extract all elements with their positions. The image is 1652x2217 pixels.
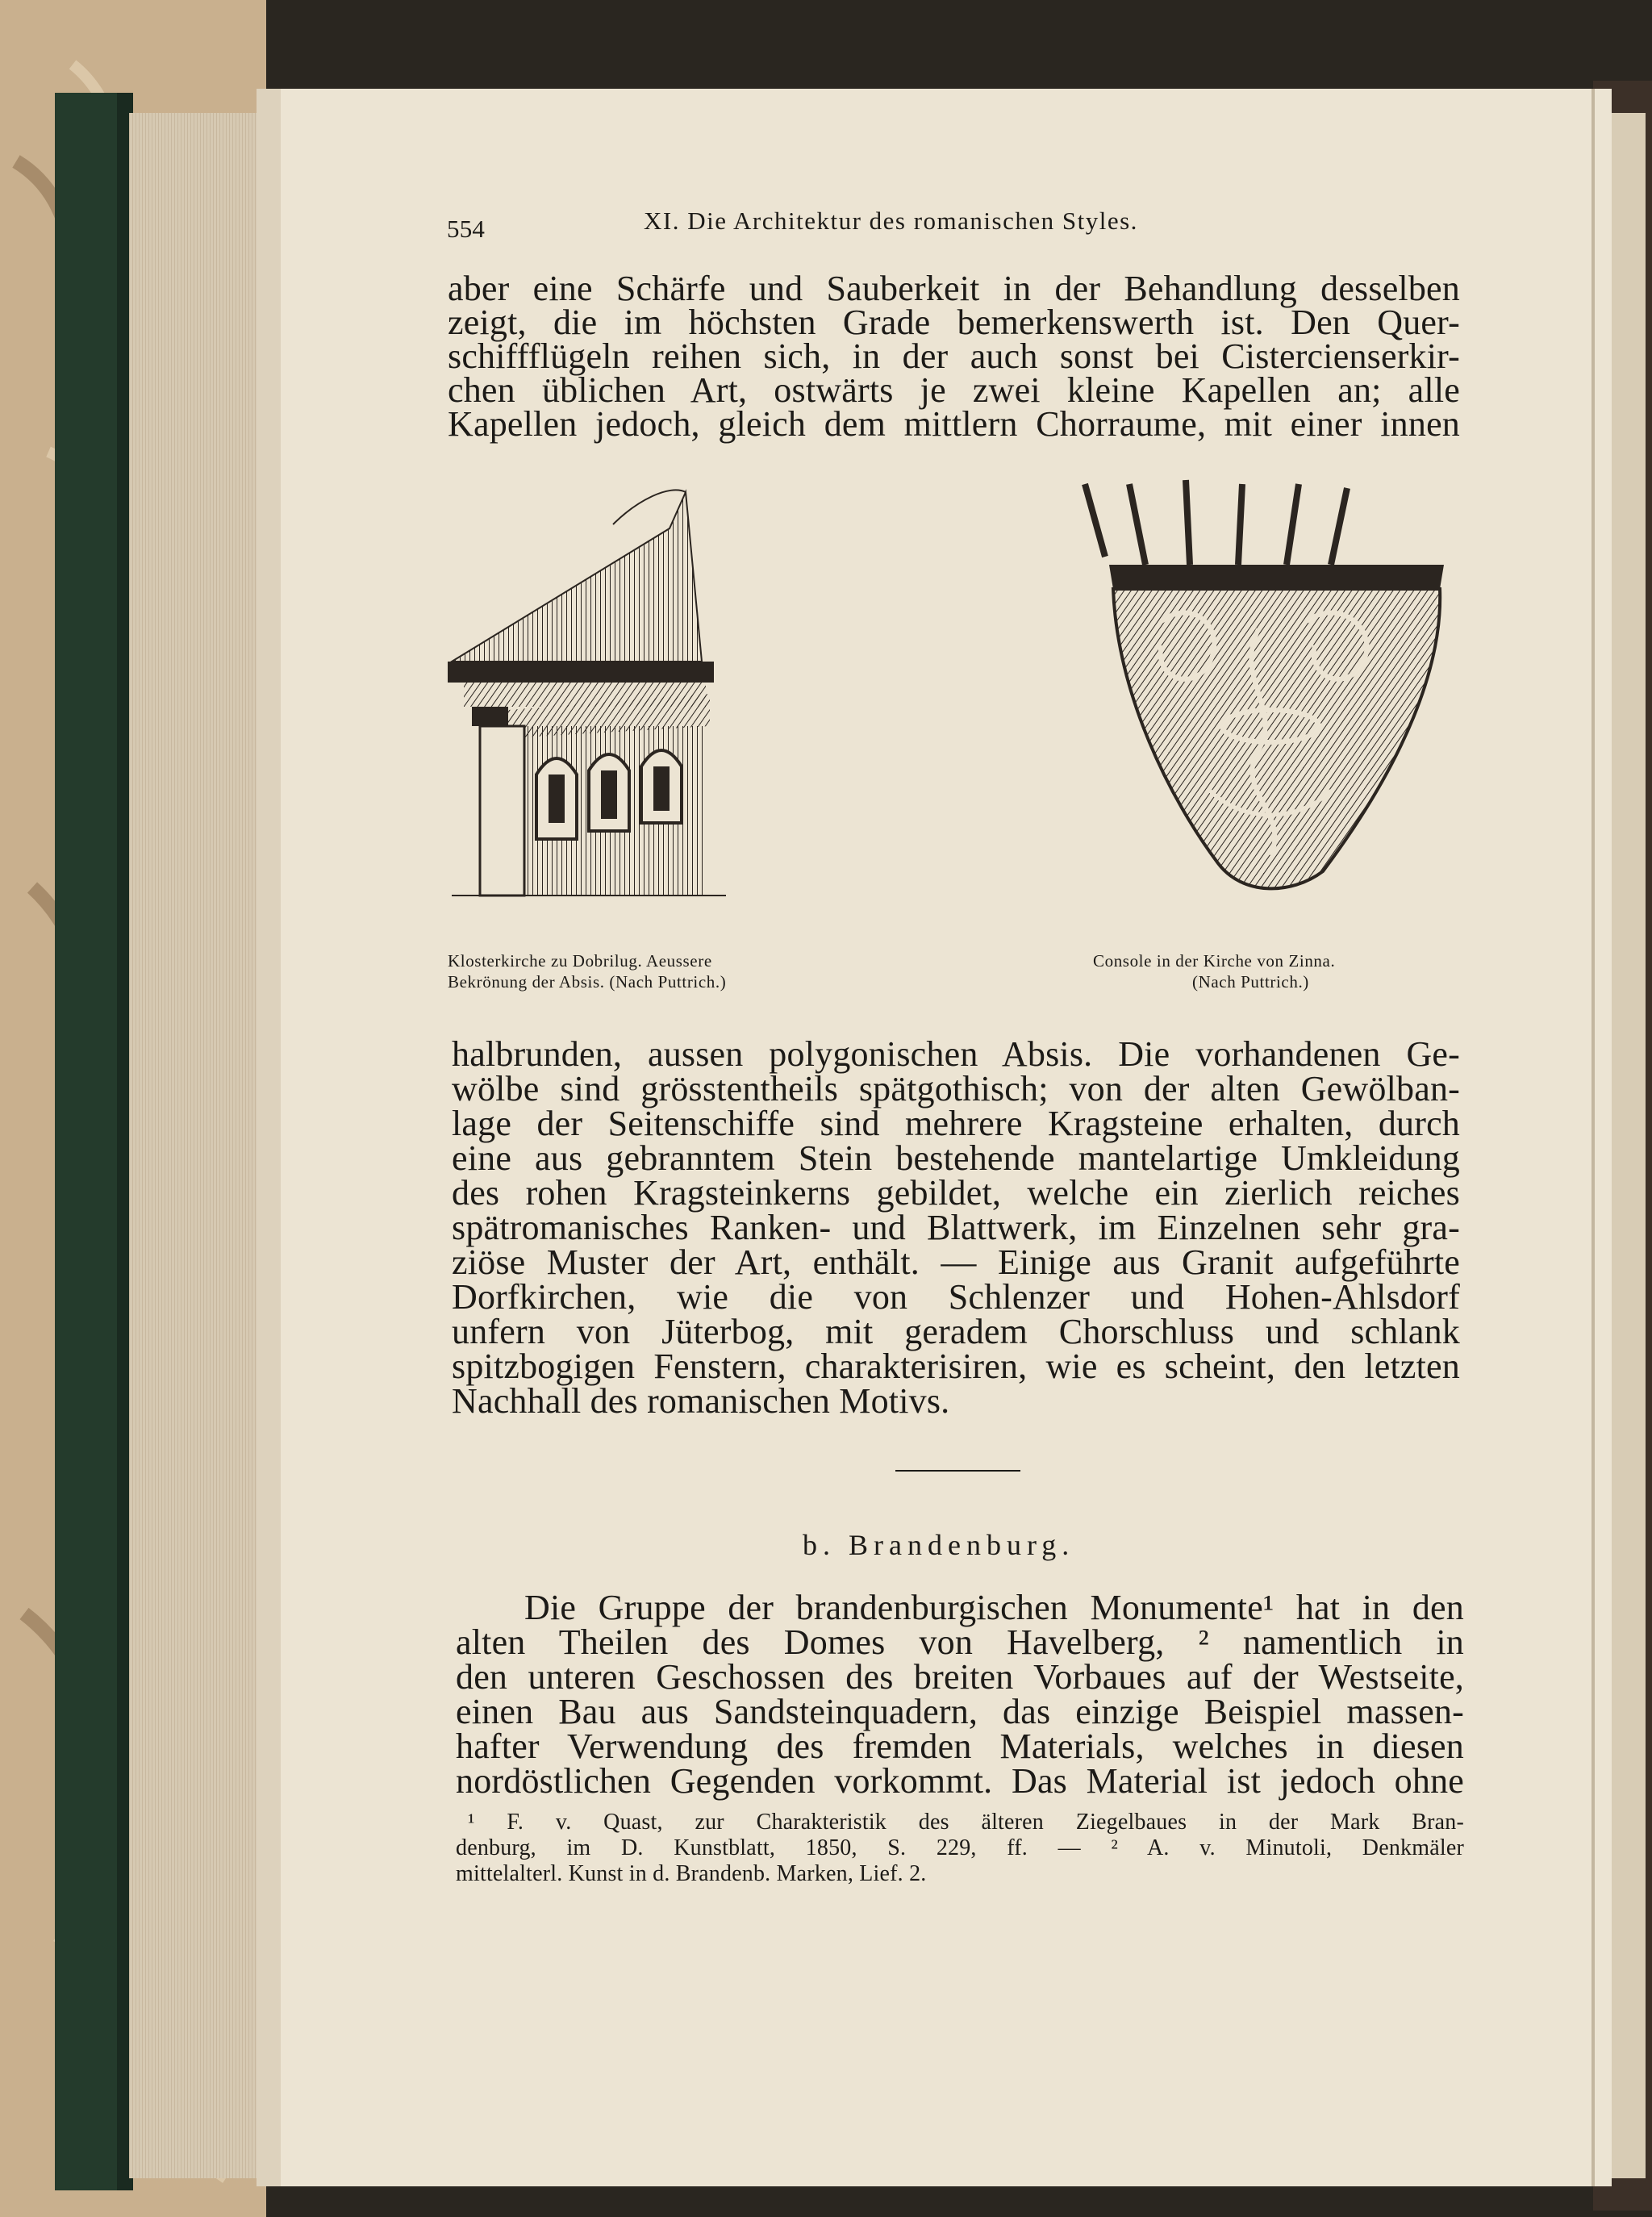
- text-line: ziöse Muster der Art, enthält. — Einige aus Granit aufgeführte: [452, 1242, 1460, 1282]
- text-line: den unteren Geschossen des breiten Vorbaues auf der Westseite,: [456, 1657, 1464, 1697]
- section-rule: [895, 1470, 1020, 1472]
- figure-left-caption-line: Bekrönung der Absis. (Nach Puttrich.): [448, 972, 727, 992]
- text-line: Dorfkirchen, wie die von Schlenzer und Hohen-Ahlsdorf: [452, 1277, 1460, 1317]
- text-line: alten Theilen des Domes von Havelberg, ² namentlich in: [456, 1622, 1464, 1662]
- footnote-line: mittelalterl. Kunst in d. Brandenb. Marken, Lief. 2.: [456, 1861, 927, 1886]
- text-line: schiffflügeln reihen sich, in der auch sonst bei Cistercienserkir-: [448, 336, 1460, 376]
- figure-right-caption-line: (Nach Puttrich.): [1192, 972, 1309, 992]
- text-line: Kapellen jedoch, gleich dem mittlern Chorraume, mit einer innen: [448, 404, 1460, 444]
- text-line: halbrunden, aussen polygonischen Absis. Die vorhandenen Ge-: [452, 1034, 1460, 1074]
- figure-left-caption-line: Klosterkirche zu Dobrilug. Aeussere: [448, 951, 712, 971]
- text-line: chen üblichen Art, ostwärts je zwei kleine Kapellen an; alle: [448, 370, 1460, 410]
- text-line: zeigt, die im höchsten Grade bemerkenswerth ist. Den Quer-: [448, 303, 1460, 342]
- text-line: aber eine Schärfe und Sauberkeit in der Behandlung desselben: [448, 269, 1460, 308]
- text-line: Nachhall des romanischen Motivs.: [452, 1381, 950, 1421]
- section-heading: b. Brandenburg.: [803, 1529, 1075, 1561]
- footnote-line: ¹ F. v. Quast, zur Charakteristik des älteren Ziegelbaues in der Mark Bran-: [468, 1810, 1464, 1835]
- text-line: nordöstlichen Gegenden vorkommt. Das Material ist jedoch ohne: [456, 1761, 1464, 1801]
- text-line: Die Gruppe der brandenburgischen Monumente¹ hat in den: [524, 1588, 1464, 1627]
- text-line: unfern von Jüterbog, mit geradem Chorschluss und schlank: [452, 1312, 1460, 1351]
- footnote-line: denburg, im D. Kunstblatt, 1850, S. 229, ff. — ² A. v. Minutoli, Denkmäler: [456, 1835, 1464, 1860]
- text-line: lage der Seitenschiffe sind mehrere Kragsteine erhalten, durch: [452, 1104, 1460, 1143]
- text-line: hafter Verwendung des fremden Materials, welches in diesen: [456, 1726, 1464, 1766]
- text-line: spitzbogigen Fenstern, charakterisiren, wie es scheint, den letzten: [452, 1346, 1460, 1386]
- page-number: 554: [447, 215, 486, 243]
- figure-right-caption-line: Console in der Kirche von Zinna.: [1093, 951, 1336, 971]
- text-line: einen Bau aus Sandsteinquadern, das einzige Beispiel massen-: [456, 1692, 1464, 1731]
- text-line: wölbe sind grösstentheils spätgothisch; von der alten Gewölban-: [452, 1069, 1460, 1108]
- text-line: spätromanisches Ranken- und Blattwerk, im Einzelnen sehr gra-: [452, 1208, 1460, 1247]
- running-title: XI. Die Architektur des romanischen Styles.: [644, 207, 1138, 235]
- text-line: eine aus gebranntem Stein bestehende mantelartige Umkleidung: [452, 1138, 1460, 1178]
- text-line: des rohen Kragsteinkerns gebildet, welche ein zierlich reiches: [452, 1173, 1460, 1213]
